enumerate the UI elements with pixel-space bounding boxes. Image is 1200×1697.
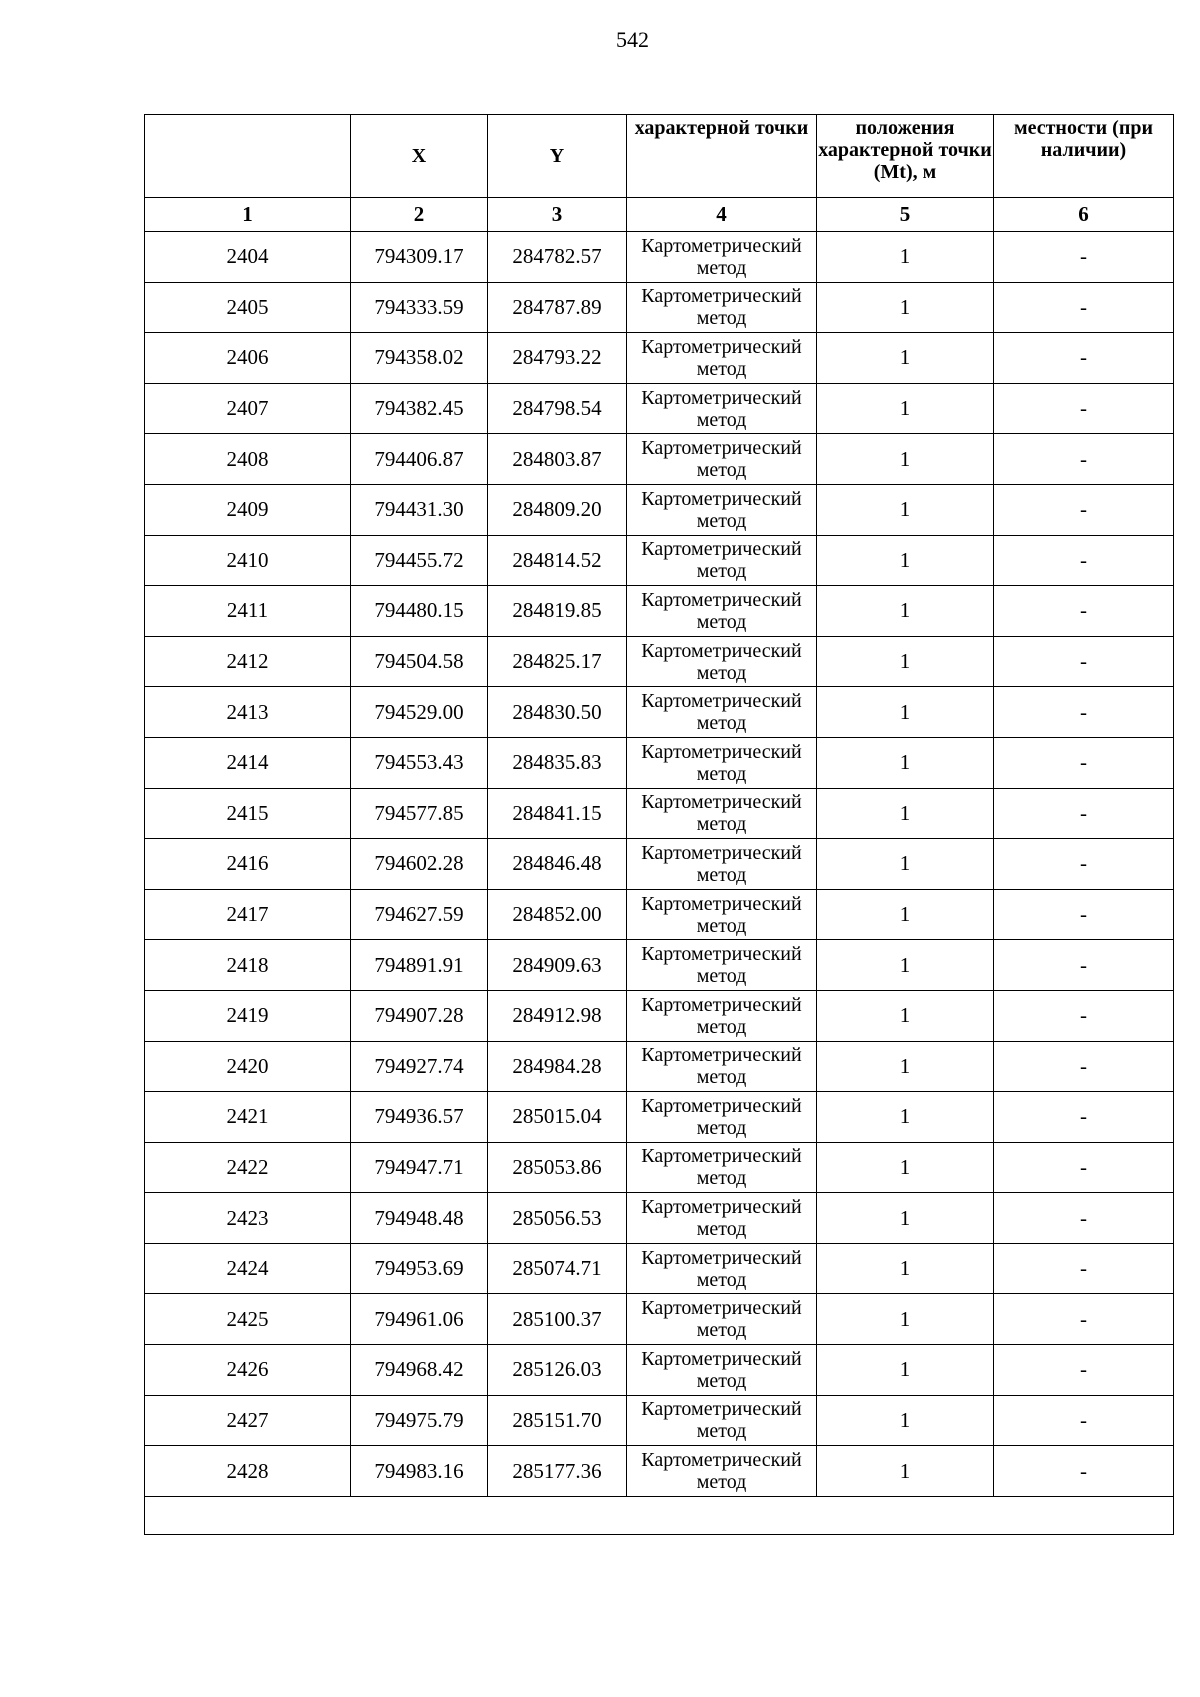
table-row	[145, 1345, 1174, 1396]
point-number-cell: 2419	[145, 990, 351, 1041]
x-coordinate-cell: 794382.45	[351, 383, 488, 434]
point-number-cell: 2409	[145, 484, 351, 535]
accuracy-cell: 1	[817, 1345, 994, 1396]
column-number: 1	[145, 198, 351, 232]
x-coordinate-cell: 794936.57	[351, 1092, 488, 1143]
table-row	[145, 940, 1174, 991]
point-number-cell: 2406	[145, 333, 351, 384]
table-row	[145, 737, 1174, 788]
x-coordinate-cell: 794948.48	[351, 1193, 488, 1244]
table-row	[145, 484, 1174, 535]
method-cell: Картометрический метод	[627, 1243, 817, 1294]
description-cell: -	[994, 1041, 1174, 1092]
description-cell: -	[994, 1243, 1174, 1294]
column-number: 3	[488, 198, 627, 232]
method-cell: Картометрический метод	[627, 839, 817, 890]
column-number: 5	[817, 198, 994, 232]
method-cell: Картометрический метод	[627, 687, 817, 738]
table-row	[145, 1243, 1174, 1294]
method-cell: Картометрический метод	[627, 940, 817, 991]
accuracy-cell: 1	[817, 636, 994, 687]
y-coordinate-cell: 284809.20	[488, 484, 627, 535]
y-coordinate-cell: 284846.48	[488, 839, 627, 890]
header-row	[145, 115, 1174, 198]
table-row	[145, 839, 1174, 890]
point-number-cell: 2423	[145, 1193, 351, 1244]
point-number-cell: 2427	[145, 1395, 351, 1446]
description-cell: -	[994, 940, 1174, 991]
accuracy-cell: 1	[817, 788, 994, 839]
method-cell: Картометрический метод	[627, 1446, 817, 1497]
accuracy-cell: 1	[817, 1243, 994, 1294]
method-cell: Картометрический метод	[627, 1041, 817, 1092]
point-number-cell: 2418	[145, 940, 351, 991]
point-number-cell: 2411	[145, 586, 351, 637]
description-cell: -	[994, 586, 1174, 637]
description-cell: -	[994, 1345, 1174, 1396]
description-cell: -	[994, 839, 1174, 890]
table-row	[145, 232, 1174, 283]
description-cell: -	[994, 535, 1174, 586]
accuracy-cell: 1	[817, 484, 994, 535]
description-cell: -	[994, 1395, 1174, 1446]
accuracy-cell: 1	[817, 586, 994, 637]
header-method: характерной точки	[627, 115, 817, 198]
page-number: 542	[616, 27, 649, 52]
column-number: 2	[351, 198, 488, 232]
description-cell: -	[994, 282, 1174, 333]
accuracy-cell: 1	[817, 889, 994, 940]
table-row	[145, 586, 1174, 637]
table-row	[145, 788, 1174, 839]
description-cell: -	[994, 1193, 1174, 1244]
accuracy-cell: 1	[817, 535, 994, 586]
y-coordinate-cell: 284909.63	[488, 940, 627, 991]
method-cell: Картометрический метод	[627, 282, 817, 333]
method-cell: Картометрический метод	[627, 535, 817, 586]
y-coordinate-cell: 284787.89	[488, 282, 627, 333]
x-coordinate-cell: 794553.43	[351, 737, 488, 788]
table-body	[145, 232, 1174, 1535]
x-coordinate-cell: 794529.00	[351, 687, 488, 738]
accuracy-cell: 1	[817, 1294, 994, 1345]
x-coordinate-cell: 794431.30	[351, 484, 488, 535]
accuracy-cell: 1	[817, 1446, 994, 1497]
point-number-cell: 2426	[145, 1345, 351, 1396]
method-cell: Картометрический метод	[627, 990, 817, 1041]
x-coordinate-cell: 794406.87	[351, 434, 488, 485]
table-row	[145, 282, 1174, 333]
method-cell: Картометрический метод	[627, 434, 817, 485]
table-row	[145, 1142, 1174, 1193]
table-row	[145, 1446, 1174, 1497]
point-number-cell: 2416	[145, 839, 351, 890]
method-cell: Картометрический метод	[627, 1142, 817, 1193]
y-coordinate-cell: 285177.36	[488, 1446, 627, 1497]
method-cell: Картометрический метод	[627, 586, 817, 637]
y-coordinate-cell: 285100.37	[488, 1294, 627, 1345]
point-number-cell: 2421	[145, 1092, 351, 1143]
description-cell: -	[994, 1294, 1174, 1345]
method-cell: Картометрический метод	[627, 232, 817, 283]
method-cell: Картометрический метод	[627, 737, 817, 788]
accuracy-cell: 1	[817, 1395, 994, 1446]
point-number-cell: 2412	[145, 636, 351, 687]
table-row	[145, 383, 1174, 434]
y-coordinate-cell: 285074.71	[488, 1243, 627, 1294]
description-cell: -	[994, 737, 1174, 788]
y-coordinate-cell: 285053.86	[488, 1142, 627, 1193]
description-cell: -	[994, 333, 1174, 384]
x-coordinate-cell: 794504.58	[351, 636, 488, 687]
y-coordinate-cell: 284852.00	[488, 889, 627, 940]
y-coordinate-cell: 284793.22	[488, 333, 627, 384]
y-coordinate-cell: 284825.17	[488, 636, 627, 687]
header-description: местности (при наличии)	[994, 115, 1174, 198]
point-number-cell: 2408	[145, 434, 351, 485]
method-cell: Картометрический метод	[627, 333, 817, 384]
y-coordinate-cell: 284984.28	[488, 1041, 627, 1092]
x-coordinate-cell: 794953.69	[351, 1243, 488, 1294]
description-cell: -	[994, 1142, 1174, 1193]
point-number-cell: 2428	[145, 1446, 351, 1497]
point-number-cell: 2413	[145, 687, 351, 738]
column-number: 4	[627, 198, 817, 232]
accuracy-cell: 1	[817, 940, 994, 991]
x-coordinate-cell: 794891.91	[351, 940, 488, 991]
point-number-cell: 2422	[145, 1142, 351, 1193]
method-cell: Картометрический метод	[627, 636, 817, 687]
column-number: 6	[994, 198, 1174, 232]
description-cell: -	[994, 889, 1174, 940]
y-coordinate-cell: 285126.03	[488, 1345, 627, 1396]
method-cell: Картометрический метод	[627, 1395, 817, 1446]
x-coordinate-cell: 794968.42	[351, 1345, 488, 1396]
description-cell: -	[994, 383, 1174, 434]
method-cell: Картометрический метод	[627, 1092, 817, 1143]
y-coordinate-cell: 284835.83	[488, 737, 627, 788]
x-coordinate-cell: 794627.59	[351, 889, 488, 940]
accuracy-cell: 1	[817, 1092, 994, 1143]
point-number-cell: 2404	[145, 232, 351, 283]
description-cell: -	[994, 484, 1174, 535]
y-coordinate-cell: 284841.15	[488, 788, 627, 839]
point-number-cell: 2410	[145, 535, 351, 586]
x-coordinate-cell: 794975.79	[351, 1395, 488, 1446]
accuracy-cell: 1	[817, 990, 994, 1041]
method-cell: Картометрический метод	[627, 1193, 817, 1244]
y-coordinate-cell: 284819.85	[488, 586, 627, 637]
x-coordinate-cell: 794907.28	[351, 990, 488, 1041]
accuracy-cell: 1	[817, 232, 994, 283]
empty-row	[145, 1496, 1174, 1534]
x-coordinate-cell: 794480.15	[351, 586, 488, 637]
accuracy-cell: 1	[817, 434, 994, 485]
description-cell: -	[994, 788, 1174, 839]
table-row	[145, 535, 1174, 586]
table-row	[145, 1092, 1174, 1143]
description-cell: -	[994, 1092, 1174, 1143]
table-row	[145, 1041, 1174, 1092]
header-accuracy: положения характерной точки (Mt), м	[817, 115, 994, 198]
method-cell: Картометрический метод	[627, 383, 817, 434]
table-row	[145, 1193, 1174, 1244]
header-point-number	[145, 115, 351, 198]
table-row	[145, 434, 1174, 485]
y-coordinate-cell: 284803.87	[488, 434, 627, 485]
header-y: Y	[488, 115, 627, 198]
x-coordinate-cell: 794577.85	[351, 788, 488, 839]
table-row	[145, 687, 1174, 738]
description-cell: -	[994, 636, 1174, 687]
coordinates-table	[144, 114, 1174, 1535]
accuracy-cell: 1	[817, 1193, 994, 1244]
point-number-cell: 2414	[145, 737, 351, 788]
table-row	[145, 636, 1174, 687]
point-number-cell: 2425	[145, 1294, 351, 1345]
x-coordinate-cell: 794927.74	[351, 1041, 488, 1092]
header-x: X	[351, 115, 488, 198]
y-coordinate-cell: 285015.04	[488, 1092, 627, 1143]
accuracy-cell: 1	[817, 687, 994, 738]
accuracy-cell: 1	[817, 333, 994, 384]
method-cell: Картометрический метод	[627, 484, 817, 535]
y-coordinate-cell: 284830.50	[488, 687, 627, 738]
empty-cell	[145, 1496, 1174, 1534]
point-number-cell: 2424	[145, 1243, 351, 1294]
point-number-cell: 2405	[145, 282, 351, 333]
accuracy-cell: 1	[817, 1041, 994, 1092]
table-row	[145, 1395, 1174, 1446]
x-coordinate-cell: 794983.16	[351, 1446, 488, 1497]
y-coordinate-cell: 284782.57	[488, 232, 627, 283]
point-number-cell: 2420	[145, 1041, 351, 1092]
y-coordinate-cell: 284814.52	[488, 535, 627, 586]
table-row	[145, 990, 1174, 1041]
y-coordinate-cell: 284912.98	[488, 990, 627, 1041]
x-coordinate-cell: 794333.59	[351, 282, 488, 333]
point-number-cell: 2407	[145, 383, 351, 434]
accuracy-cell: 1	[817, 1142, 994, 1193]
method-cell: Картометрический метод	[627, 1345, 817, 1396]
method-cell: Картометрический метод	[627, 788, 817, 839]
description-cell: -	[994, 232, 1174, 283]
point-number-cell: 2417	[145, 889, 351, 940]
method-cell: Картометрический метод	[627, 1294, 817, 1345]
x-coordinate-cell: 794358.02	[351, 333, 488, 384]
y-coordinate-cell: 285151.70	[488, 1395, 627, 1446]
x-coordinate-cell: 794602.28	[351, 839, 488, 890]
accuracy-cell: 1	[817, 737, 994, 788]
table-row	[145, 1294, 1174, 1345]
description-cell: -	[994, 1446, 1174, 1497]
description-cell: -	[994, 434, 1174, 485]
table-row	[145, 889, 1174, 940]
description-cell: -	[994, 687, 1174, 738]
accuracy-cell: 1	[817, 383, 994, 434]
description-cell: -	[994, 990, 1174, 1041]
accuracy-cell: 1	[817, 839, 994, 890]
x-coordinate-cell: 794961.06	[351, 1294, 488, 1345]
method-cell: Картометрический метод	[627, 889, 817, 940]
point-number-cell: 2415	[145, 788, 351, 839]
y-coordinate-cell: 285056.53	[488, 1193, 627, 1244]
table-row	[145, 333, 1174, 384]
accuracy-cell: 1	[817, 282, 994, 333]
x-coordinate-cell: 794455.72	[351, 535, 488, 586]
x-coordinate-cell: 794309.17	[351, 232, 488, 283]
y-coordinate-cell: 284798.54	[488, 383, 627, 434]
column-number-row	[145, 198, 1174, 232]
x-coordinate-cell: 794947.71	[351, 1142, 488, 1193]
